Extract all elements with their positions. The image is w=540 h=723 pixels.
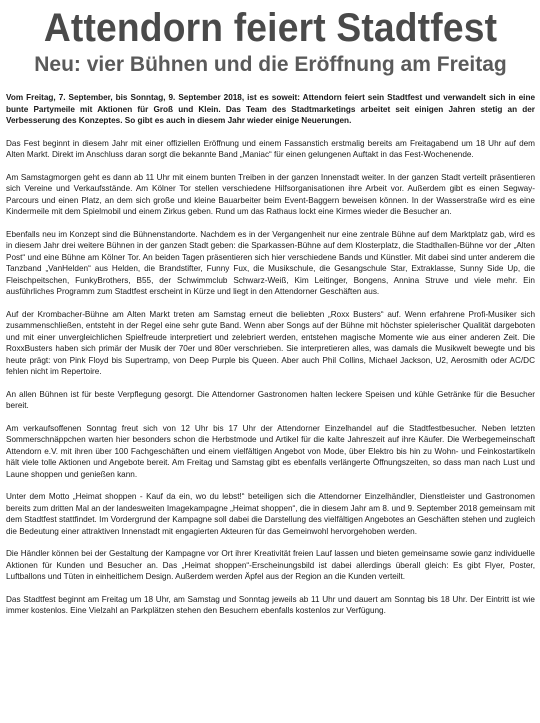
body-paragraph-2: Am Samstagmorgen geht es dann ab 11 Uhr mit einem bunten Treiben in der ganzen Innenstadt weiter. In der ganzen Stadt verteilt präsentieren sich Vereine und Verkaufsstände. Am Kölner Tor stellen verschiedene Hilfsorganisationen ihre Arbeit vor. Außerdem gibt es einen Segway-Parcours und einen Platz, an dem sich große und kleine Bauarbeiter beim Event-Baggern beweisen können. In der Wasserstraße wird es eine Kindermeile mit dem Spielmobil und einem Zirkus geben. Rund um das Rathaus lockt eine Kirmes wieder die Besucher an. bbox=[6, 172, 535, 217]
lead-paragraph: Vom Freitag, 7. September, bis Sonntag, 9. September 2018, ist es soweit: Attendorn feiert sein Stadtfest und verwandelt sich in eine bunte Partymeile mit Aktionen für Groß und Klein. Das Team des Stadtmarketings arbeitet seit einigen Jahren stetig an der Verbesserung des Konzeptes. So gibt es auch in diesem Jahr wieder einige Neuerungen. bbox=[6, 93, 535, 126]
body-paragraph-5: An allen Bühnen ist für beste Verpflegung gesorgt. Die Attendorner Gastronomen halten leckere Speisen und kühle Getränke für die Besucher bereit. bbox=[6, 389, 535, 411]
subheadline: Neu: vier Bühnen und die Eröffnung am Freitag bbox=[34, 53, 507, 76]
body-paragraph-1: Das Fest beginnt in diesem Jahr mit einer offiziellen Eröffnung und einem Fassanstich erstmalig bereits am Freitagabend um 18 Uhr auf dem Alten Markt. Direkt im Anschluss daran sorgt die bekannte Band „Maniac“ für einen gelungenen Auftakt in das Fest-Wochenende. bbox=[6, 138, 535, 160]
body-paragraph-6: Am verkaufsoffenen Sonntag freut sich von 12 Uhr bis 17 Uhr der Attendorner Einzelhandel auf die Stadtfestbesucher. Neben letzten Sommerschnäppchen warten hier besonders schon die Herbstmode und Artikel für die kalte Jahreszeit auf ihre Käufer. Die Werbegemeinschaft Attendorn e.V. mit ihren über 100 Fachgeschäften und einem vielfältigen Angebot von Mode, über Elektro bis hin zu Wohn- und Feinkostartikeln hält viele tolle Aktionen und Angebote bereit. Am Freitag und Samstag gibt es ebenfalls verlängerte Öffnungszeiten, so dass man nach Lust und Laune shoppen und genießen kann. bbox=[6, 423, 535, 479]
body-paragraph-8: Die Händler können bei der Gestaltung der Kampagne vor Ort ihrer Kreativität freien Lauf lassen und bieten gemeinsame sowie ganz individuelle Aktionen für Kunden und Besucher an. Das „Heimat shoppen“-Erscheinungsbild ist dabei allerdings überall gleich: Es gibt Flyer, Poster, Luftballons und Tüten in einheitlichem Design. Außerdem werden Äpfel aus der Region an die Kunden verteilt. bbox=[6, 549, 535, 582]
body-paragraph-9: Das Stadtfest beginnt am Freitag um 18 Uhr, am Samstag und Sonntag jeweils ab 11 Uhr und dauert am Sonntag bis 18 Uhr. Der Eintritt ist wie immer kostenlos. Eine Vielzahl an Parkplätzen stehen den Besuchern ebenfalls kostenlos zur Verfügung. bbox=[6, 594, 535, 616]
body-paragraph-4: Auf der Krombacher-Bühne am Alten Markt treten am Samstag erneut die beliebten „Roxx Busters“ auf. Wenn erfahrene Profi-Musiker sich zusammenschließen, entsteht in der Regel eine sehr gute Band. Wenn aber Songs auf der Bühne mit höchster spielerischer Qualität dargeboten und mit einer unvergleichlichen Spielfreude interpretiert und zelebriert werden, entstehen magische Momente wie aus einer anderen Zeit. Die RoxxBusters haben sich primär der Musik der 70er und 80er verschrieben. Sie interpretieren alles, was damals die Musikwelt bewegte und bis heute prägt: von Pink Floyd bis Supertramp, von Deep Purple bis Queen. Aber auch Phil Collins, Michael Jackson, U2, Aerosmith oder AC/DC fehlen nicht im Repertoire. bbox=[6, 309, 535, 377]
body-paragraph-7: Unter dem Motto „Heimat shoppen - Kauf da ein, wo du lebst!“ beteiligen sich die Attendorner Einzelhändler, Dienstleister und Gastronomen bereits zum dritten Mal an der landesweiten Imagekampagne „Heimat shoppen“, die in diesem Jahr am 8. und 9. September 2018 gemeinsam mit dem Stadtfest stattfindet. Im Vordergrund der Kampagne soll dabei die Darstellung des vielfältigen Angebotes an Geschäften stehen und zugleich die Bedeutung einer attraktiven Innenstadt mit engagierten Akteuren für das Gemeinwohl hervorgehoben werden. bbox=[6, 492, 535, 536]
headline: Attendorn feiert Stadtfest bbox=[43, 6, 498, 50]
body-paragraph-3: Ebenfalls neu im Konzept sind die Bühnenstandorte. Nachdem es in der Vergangenheit nur eine zentrale Bühne auf dem Marktplatz gab, wird es in diesem Jahr drei weitere Bühnen in der ganzen Stadt geben: die Sparkassen-Bühne auf dem Klosterplatz, die Stadthallen-Bühne vor der „Alten Post“ und eine Bühne am Kölner Tor. An beiden Tagen präsentieren sich hier verschiedene Bands und Künstler. Mit dabei sind unter anderem die Tanzband „VanHelden“ aus Helden, die Brandstifter, Funny Fux, die Musikschule, die Gesangschule Star, Extraklasse, Sunny Side Up, die Fleischpeitschen, FunkyBrothers, B55, der Schwimmclub Schwarz-Weiß, Kim Leitinger, Bongens, Annina Struve und viele mehr. Ein ausführliches Programm zum Stadtfest erscheint in Kürze und liegt in den Attendorner Geschäften aus. bbox=[6, 229, 535, 297]
